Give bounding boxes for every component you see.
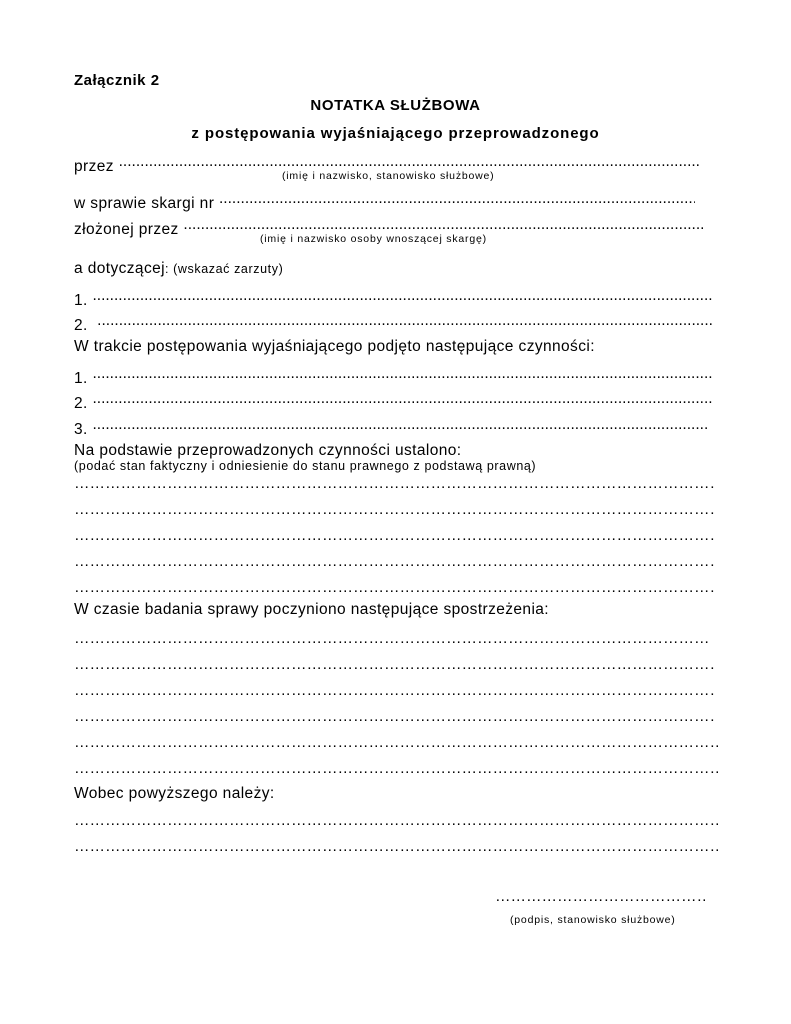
findings-fill-line[interactable] xyxy=(74,579,716,597)
signature-fill-line[interactable] xyxy=(495,888,705,906)
concerning-field xyxy=(74,260,283,278)
conclusion-fill-line[interactable] xyxy=(74,838,721,856)
filed-by-label: złożonej przez xyxy=(74,221,179,238)
observations-heading: W czasie badania sprawy poczyniono następujące spostrzeżenia: xyxy=(74,601,550,618)
document-title: NOTATKA SŁUŻBOWA xyxy=(310,97,481,114)
observations-fill-line[interactable] xyxy=(74,708,716,726)
concerning-hint: : (wskazać zarzuty) xyxy=(164,262,284,276)
action-number: 2. xyxy=(74,395,88,412)
charge-item xyxy=(74,287,712,310)
case-number-fill-line[interactable] xyxy=(219,190,695,208)
charge-item xyxy=(74,312,713,335)
observations-fill-line[interactable] xyxy=(74,630,710,648)
filed-by-fill-line[interactable] xyxy=(183,216,703,234)
findings-fill-line[interactable] xyxy=(74,475,716,493)
action-item xyxy=(74,416,708,439)
findings-hint: (podać stan faktyczny i odniesienie do stanu prawnego z podstawą prawną) xyxy=(74,459,537,473)
charge-number: 2. xyxy=(74,317,88,334)
filed-by-hint: (imię i nazwisko osoby wnoszącej skargę) xyxy=(260,233,487,245)
action-number: 3. xyxy=(74,421,88,438)
action-item xyxy=(74,390,712,413)
signature-hint: (podpis, stanowisko służbowe) xyxy=(510,914,676,926)
action-fill-line[interactable] xyxy=(92,390,712,408)
action-number: 1. xyxy=(74,370,88,387)
findings-fill-line[interactable] xyxy=(74,553,716,571)
case-number-field xyxy=(74,190,695,213)
action-fill-line[interactable] xyxy=(92,416,708,434)
conclusion-fill-line[interactable] xyxy=(74,812,721,830)
action-fill-line[interactable] xyxy=(92,365,712,383)
charge-fill-line[interactable] xyxy=(97,312,713,330)
charge-number: 1. xyxy=(74,292,88,309)
by-label: przez xyxy=(74,158,114,175)
conclusion-heading: Wobec powyższego należy: xyxy=(74,785,275,802)
by-fill-line[interactable] xyxy=(119,153,699,171)
observations-fill-line[interactable] xyxy=(74,760,721,778)
observations-fill-line[interactable] xyxy=(74,734,721,752)
charge-fill-line[interactable] xyxy=(92,287,712,305)
observations-fill-line[interactable] xyxy=(74,682,716,700)
concerning-label: a dotyczącej xyxy=(74,260,165,277)
case-number-label: w sprawie skargi nr xyxy=(74,195,215,212)
findings-fill-line[interactable] xyxy=(74,501,716,519)
action-item xyxy=(74,365,712,388)
findings-heading: Na podstawie przeprowadzonych czynności ustalono: xyxy=(74,442,462,459)
by-hint: (imię i nazwisko, stanowisko służbowe) xyxy=(282,170,495,182)
findings-fill-line[interactable] xyxy=(74,527,716,545)
document-subtitle: z postępowania wyjaśniającego przeprowadzonego xyxy=(191,125,600,142)
observations-fill-line[interactable] xyxy=(74,656,716,674)
attachment-label: Załącznik 2 xyxy=(74,72,160,89)
actions-heading: W trakcie postępowania wyjaśniającego podjęto następujące czynności: xyxy=(74,338,595,355)
